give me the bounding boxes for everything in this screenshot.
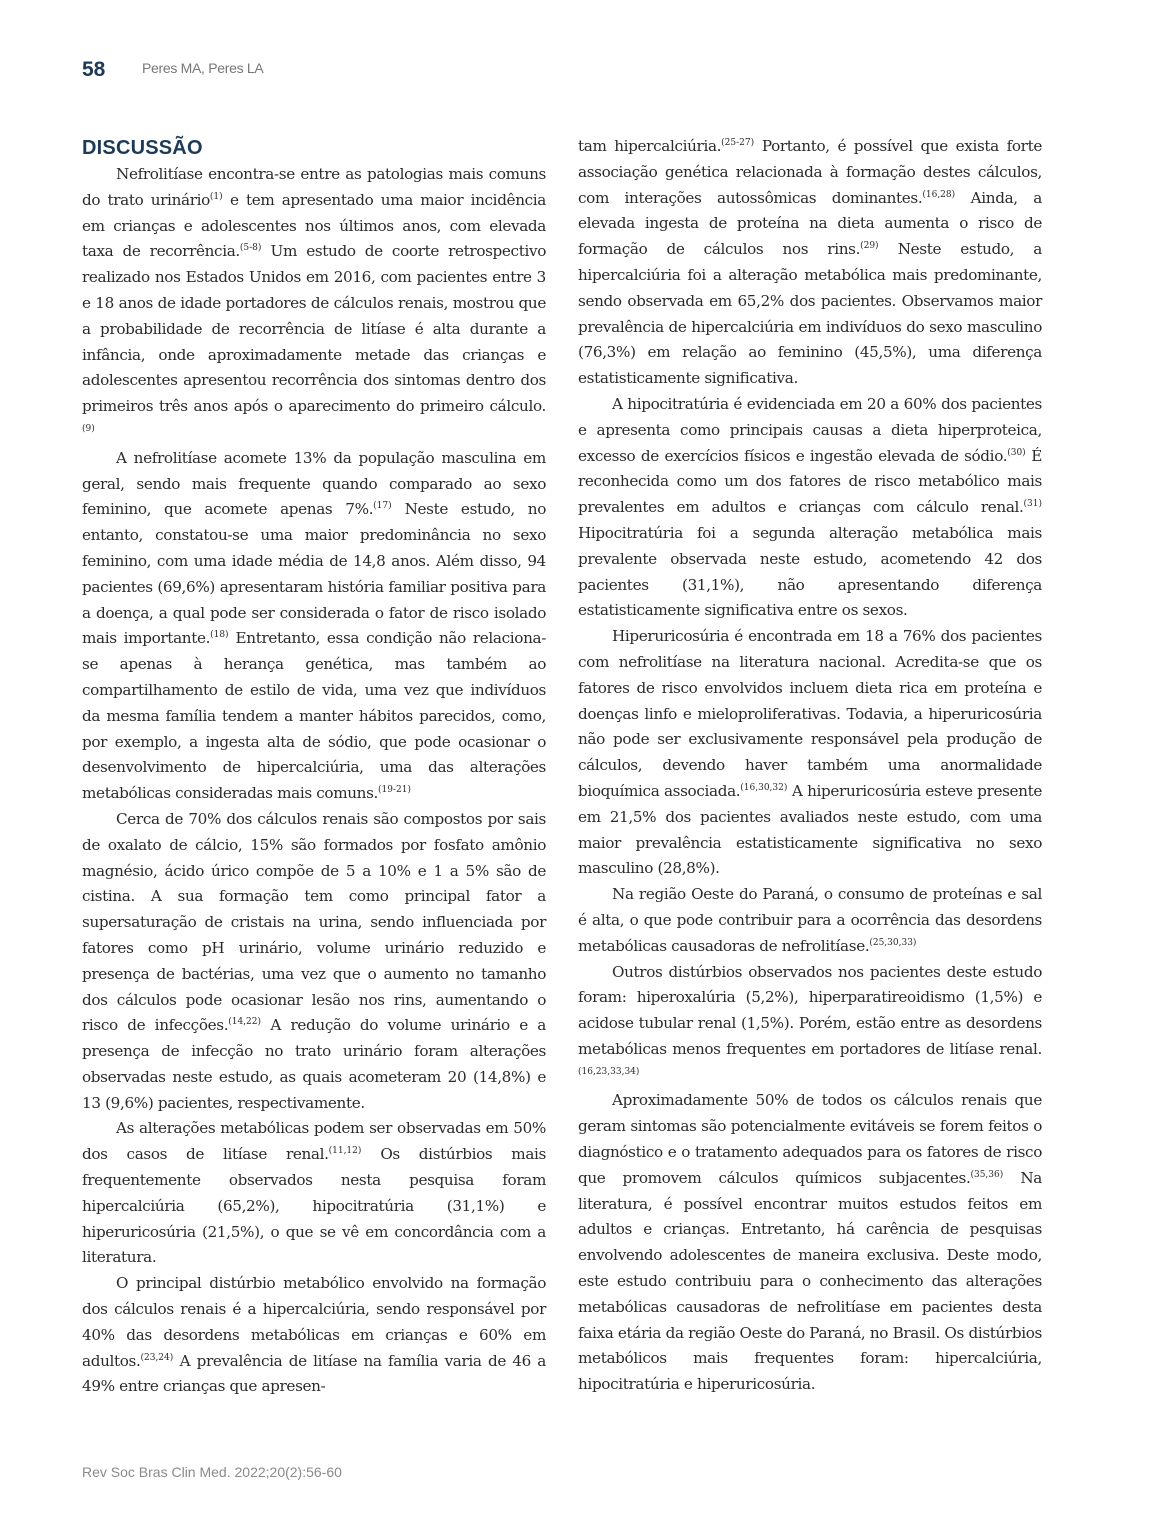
- body-paragraph: [82, 446, 546, 807]
- right-column: [578, 134, 1042, 1398]
- body-paragraph: [578, 134, 1042, 392]
- paragraph-text: A prevalência de litíase na família varia de 46 a 49% entre crianças que apresen-: [82, 1351, 546, 1396]
- citation-reference: (1): [209, 191, 223, 202]
- citation-reference: (14,22): [228, 1017, 261, 1028]
- paragraph-text: Na região Oeste do Paraná, o consumo de proteínas e sal é alta, o que pode contribuir para a ocorrência das desordens metabólicas causadoras de nefrolitíase.: [578, 885, 1042, 955]
- paragraph-text: Aproximadamente 50% de todos os cálculos renais que geram sintomas são potencialmente evitáveis se forem feitos o diagnóstico e o tratamento adequados para os fatores de risco que promovem cálculos químicos subjacentes.: [578, 1091, 1042, 1187]
- section-title: DISCUSSÃO: [82, 137, 203, 159]
- paragraph-text: Entretanto, essa condição não relaciona-se apenas à herança genética, mas também ao compartilhamento de estilo de vida, uma vez que indivíduos da mesma família tendem a manter hábitos parecidos, como, por exemplo, a ingesta alta de sódio, que pode ocasionar o desenvolvimento de hipercalciúria, uma das alterações metabólicas consideradas mais comuns.: [82, 629, 547, 803]
- paragraph-text: A nefrolitíase acomete 13% da população masculina em geral, sendo mais frequente quando comparado ao sexo feminino, que acomete apenas 7%.: [82, 448, 546, 519]
- paragraph-text: tam hipercalciúria.: [578, 137, 722, 155]
- left-column: [82, 134, 546, 1400]
- citation-reference: (25-27): [721, 138, 755, 148]
- paragraph-text: O principal distúrbio metabólico envolvido na formação dos cálculos renais é a hipercalciúria, sendo responsável por 40% das desordens metabólicas em crianças e 60% em adultos.: [82, 1274, 546, 1370]
- body-paragraph: [578, 392, 1042, 624]
- citation-reference: (16,28): [922, 189, 956, 200]
- body-paragraph: [82, 1116, 546, 1271]
- body-paragraph: [578, 624, 1042, 882]
- paragraph-text: Cerca de 70% dos cálculos renais são compostos por sais de oxalato de cálcio, 15% são formados por fosfato amônio magnésio, ácido úrico compõe de 5 a 10% e 1 a 5% são de cistina. A sua formação tem como principal fator a supersaturação de cristais na urina, sendo influenciada por fatores como pH urinário, volume urinário reduzido e presença de bactérias, uma vez que o aumento no tamanho dos cálculos pode ocasionar lesão nos rins, aumentando o risco de infecções.: [82, 809, 546, 1035]
- page-number: 58: [82, 58, 106, 81]
- paragraph-text: A hipocitratúria é evidenciada em 20 a 60% dos pacientes e apresenta como principais causas a dieta hiperproteica, excesso de exercícios físicos e ingestão elevada de sódio.: [578, 394, 1042, 465]
- running-head-authors: Peres MA, Peres LA: [142, 60, 264, 76]
- citation-reference: (23,24): [140, 1352, 174, 1363]
- paragraph-text: Neste estudo, no entanto, constatou-se uma maior predominância no sexo feminino, com uma idade média de 14,8 anos. Além disso, 94 pacientes (69,6%) apresentaram história familiar positiva para a doença, a qual pode ser considerada o fator de risco isolado mais importante.: [82, 500, 546, 648]
- body-paragraph: [578, 882, 1042, 959]
- paragraph-text: Ainda, a elevada ingesta de proteína na dieta aumenta o risco de formação de cálculos nos rins.: [578, 188, 1042, 259]
- citation-reference: (30): [1007, 447, 1026, 458]
- body-paragraph: [82, 162, 546, 446]
- paragraph-text: A hiperuricosúria esteve presente em 21,5% dos pacientes avaliados neste estudo, com uma maior prevalência estatisticamente significativa no sexo masculino (28,8%).: [578, 781, 1042, 878]
- citation-reference: (16,30,32): [740, 782, 788, 793]
- paragraph-text: Um estudo de coorte retrospectivo realizado nos Estados Unidos em 2016, com pacientes entre 3 e 18 anos de idade portadores de cálculos renais, mostrou que a probabilidade de recorrência de litíase é alta durante a infância, onde aproximadamente metade das crianças e adolescentes apresentou recorrência dos sintomas dentro dos primeiros três anos após o aparecimento do primeiro cálculo.: [82, 242, 547, 416]
- paragraph-text: Nefrolitíase encontra-se entre as patologias mais comuns do trato urinário: [82, 165, 546, 209]
- citation-reference: (29): [860, 241, 879, 252]
- citation-reference: (18): [210, 630, 229, 641]
- citation-reference: (35,36): [970, 1169, 1004, 1180]
- paragraph-text: A redução do volume urinário e a presença de infecção no trato urinário foram alterações observadas neste estudo, as quais acometeram 20 (14,8%) e 13 (9,6%) pacientes, respectivamente.: [82, 1016, 546, 1112]
- citation-reference: (31): [1023, 499, 1042, 510]
- paragraph-text: Hiperuricosúria é encontrada em 18 a 76% dos pacientes com nefrolitíase na literatura nacional. Acredita-se que os fatores de risco envolvidos incluem dieta rica em proteína e doenças linfo e mieloproliferativas. Todavia, a hiperuricosúria não pode ser exclusivamente responsável pela produção de cálculos, devendo haver também uma anormalidade bioquímica associada.: [578, 627, 1042, 800]
- paragraph-text: É reconhecida como um dos fatores de risco metabólico mais prevalentes em adultos e crianças com cálculo renal.: [578, 446, 1042, 517]
- paragraph-text: Outros distúrbios observados nos pacientes deste estudo foram: hiperoxalúria (5,2%), hiperparatireoidismo (1,5%) e acidose tubular renal (1,5%). Porém, estão entre as desordens metabólicas menos frequentes em portadores de litíase renal.: [578, 962, 1042, 1058]
- right-paragraphs: [578, 134, 1042, 1398]
- body-paragraph: [82, 807, 546, 1117]
- paragraph-text: Os distúrbios mais frequentemente observados nesta pesquisa foram hipercalciúria (65,2%), hipocitratúria (31,1%) e hiperuricosúria (21,5%), o que se vê em concordância com a literatura.: [82, 1145, 546, 1267]
- citation-reference: (17): [373, 501, 392, 512]
- citation-reference: (5-8): [239, 243, 262, 254]
- paragraph-text: Neste estudo, a hipercalciúria foi a alteração metabólica mais predominante, sendo observada em 65,2% dos pacientes. Observamos maior prevalência de hipercalciúria em indivíduos do sexo masculino (76,3%) em relação ao feminino (45,5%), uma diferença estatisticamente significativa.: [578, 240, 1042, 388]
- paragraph-text: e tem apresentado uma maior incidência em crianças e adolescentes nos últimos anos, com elevada taxa de recorrência.: [82, 190, 546, 261]
- paragraph-text: Na literatura, é possível encontrar muitos estudos feitos em adultos e crianças. Entretanto, há carência de pesquisas envolvendo adolescentes de maneira exclusiva. Deste modo, este estudo contribuiu para o conhecimento das alterações metabólicas causadoras de nefrolitíase em pacientes desta faixa etária da região Oeste do Paraná, no Brasil. Os distúrbios metabólicos mais frequentes foram: hipercalciúria, hipocitratúria e hiperuricosúria.: [578, 1168, 1042, 1394]
- body-paragraph: [578, 1088, 1042, 1398]
- citation-reference: (9): [82, 423, 95, 434]
- citation-reference: (19-21): [378, 785, 412, 796]
- paragraph-text: Hipocitratúria foi a segunda alteração metabólica mais prevalente observada neste estudo, acometendo 42 dos pacientes (31,1%), não apresentando diferença estatisticamente significativa entre os sexos.: [578, 523, 1042, 620]
- paragraph-text: Portanto, é possível que exista forte associação genética relacionada à formação destes cálculos, com interações autossômicas dominantes.: [578, 137, 1042, 207]
- citation-reference: (11,12): [328, 1146, 362, 1157]
- body-paragraph: [82, 1271, 546, 1400]
- paragraph-text: As alterações metabólicas podem ser observadas em 50% dos casos de litíase renal.: [82, 1119, 546, 1164]
- left-paragraphs: [82, 162, 546, 1400]
- citation-reference: (16,23,33,34): [578, 1066, 640, 1077]
- journal-citation-footer: Rev Soc Bras Clin Med. 2022;20(2):56-60: [82, 1464, 342, 1480]
- body-paragraph: [578, 960, 1042, 1089]
- citation-reference: (25,30,33): [869, 937, 917, 948]
